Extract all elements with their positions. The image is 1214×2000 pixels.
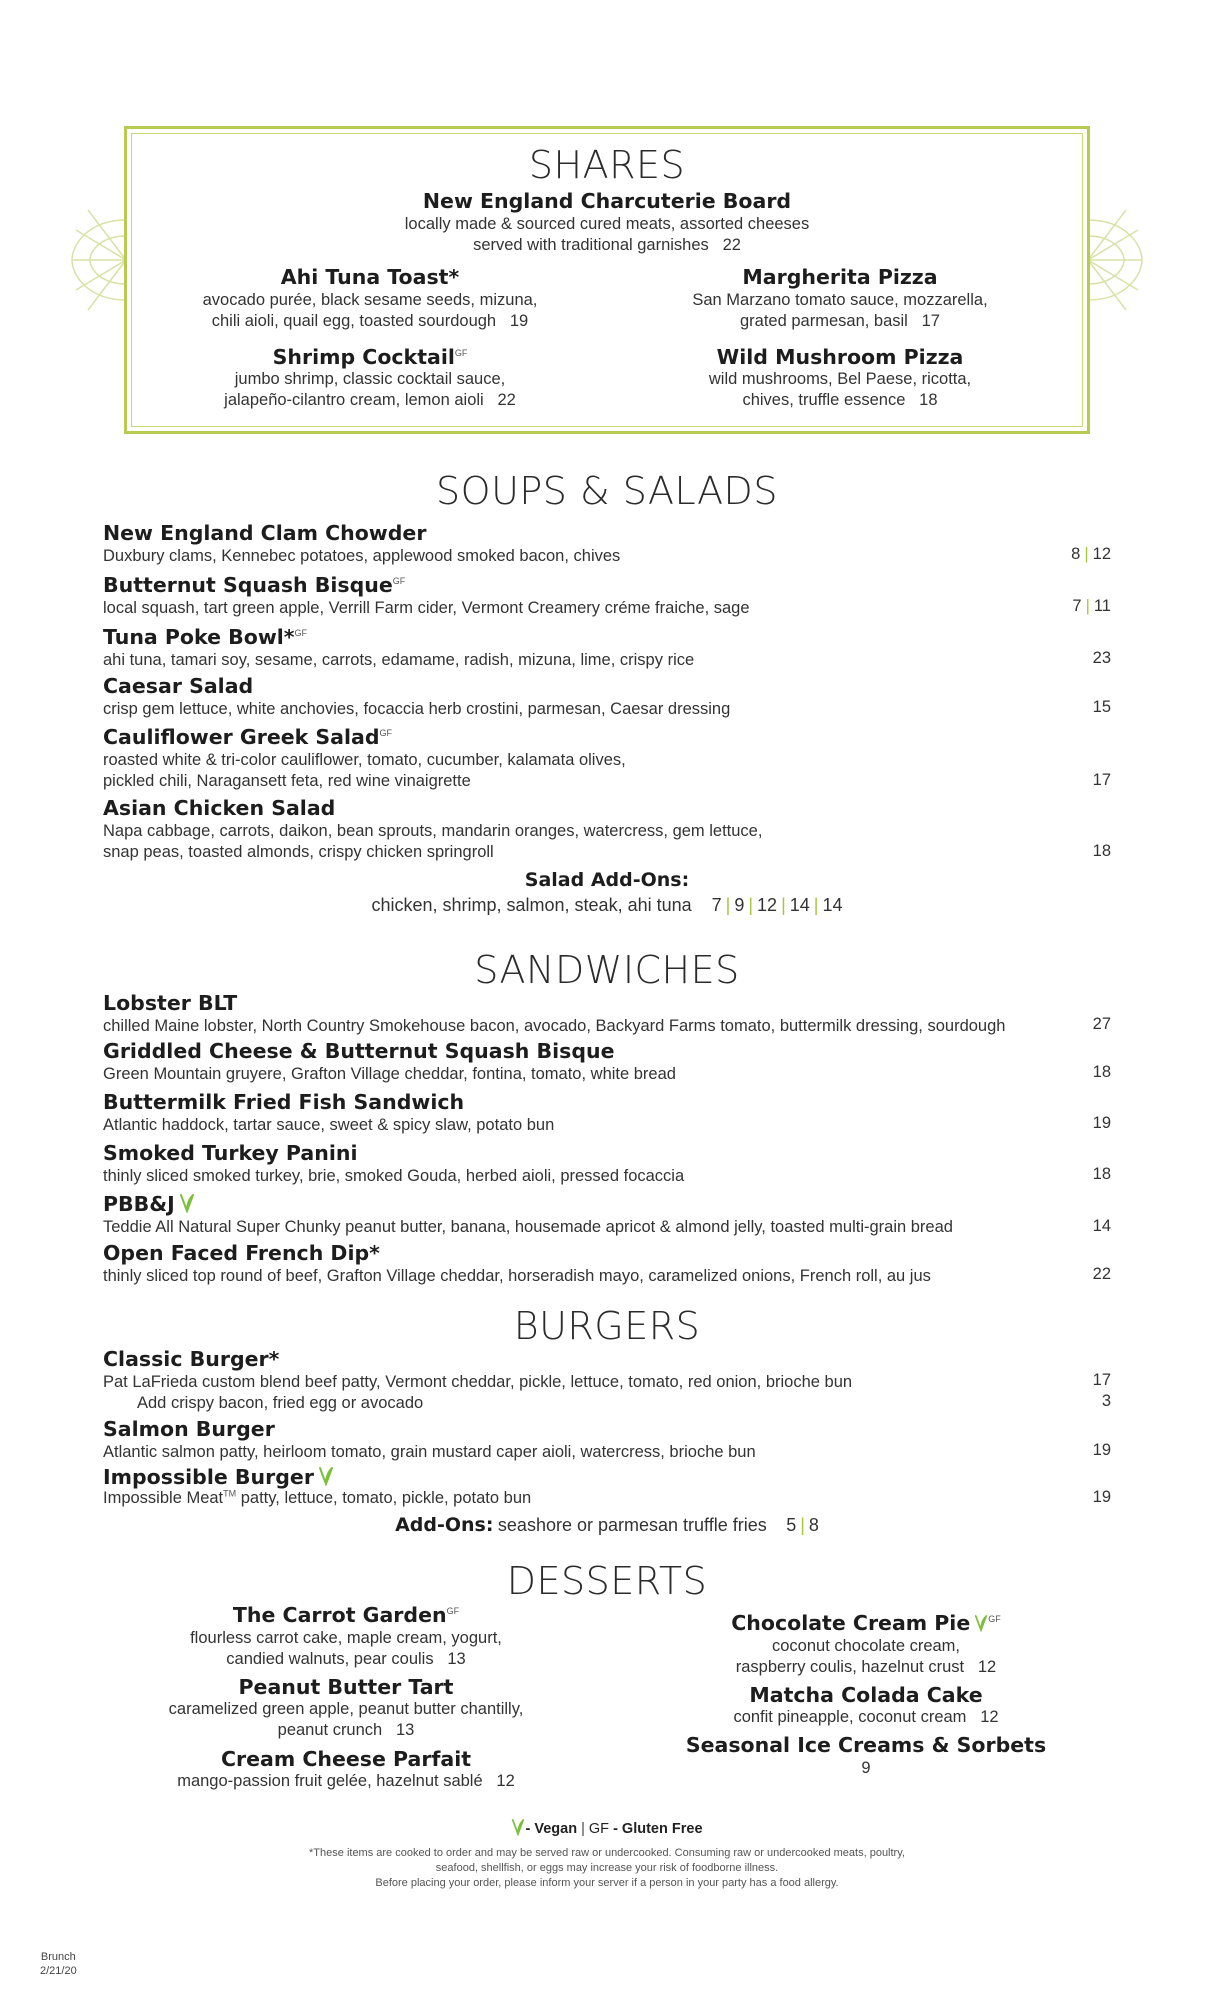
- item-desc: chili aioli, quail egg, toasted sourdough: [211, 311, 497, 330]
- legend-vegan: - Vegan: [525, 1821, 578, 1837]
- item-price-large: 12: [1092, 545, 1111, 563]
- soups-salads-title: SOUPS & SALADS: [436, 469, 778, 513]
- item-price: 18: [919, 391, 938, 410]
- gf-badge: GF: [454, 347, 468, 358]
- menu-item: [640, 346, 1040, 412]
- item-desc: local squash, tart green apple, Verrill Farm cider, Vermont Creamery créme fraiche, sage: [103, 598, 750, 617]
- item-desc: ahi tuna, tamari soy, sesame, carrots, edamame, radish, mizuna, lime, crispy rice: [103, 650, 695, 669]
- item-desc: snap peas, toasted almonds, crispy chicken springroll: [103, 842, 494, 861]
- item-price: 12: [980, 1708, 999, 1727]
- menu-item: [666, 1734, 1066, 1779]
- item-desc: jalapeño-cilantro cream, lemon aioli: [224, 391, 484, 410]
- menu-item: [666, 1612, 1066, 1678]
- addon-price: 5: [786, 1515, 797, 1535]
- item-price: 17: [921, 311, 940, 330]
- legend-gf: - Gluten Free: [613, 1821, 703, 1837]
- addon-price: 8: [808, 1515, 819, 1535]
- addons-title: Salad Add-Ons:: [524, 869, 690, 891]
- menu-item: [103, 1142, 1111, 1187]
- trademark: TM: [223, 1488, 237, 1499]
- menu-item: [103, 1091, 1111, 1136]
- item-desc: grated parmesan, basil: [740, 311, 908, 330]
- salad-addons: Salad Add-Ons: chicken, shrimp, salmon, steak, ahi tuna 7 | 9 | 12 | 14 | 14: [0, 870, 1214, 917]
- addons-text: seashore or parmesan truffle fries: [497, 1515, 767, 1535]
- addon-price: 12: [757, 894, 778, 915]
- item-price: 13: [395, 1721, 415, 1740]
- menu-item: [103, 1348, 1111, 1414]
- shares-title: SHARES: [528, 143, 686, 187]
- gf-badge: GF: [988, 1614, 1001, 1625]
- item-desc: Duxbury clams, Kennebec potatoes, applewood smoked bacon, chives: [103, 546, 621, 565]
- item-desc: Teddie All Natural Super Chunky peanut butter, banana, housemade apricot & almond jelly, toasted multi-grain bread: [103, 1217, 953, 1236]
- item-desc: Green Mountain gruyere, Grafton Village cheddar, fontina, tomato, white bread: [103, 1064, 676, 1083]
- item-price: 18: [1092, 842, 1111, 860]
- item-desc: Impossible Meat: [103, 1488, 224, 1507]
- item-name: Caesar Salad: [103, 674, 254, 698]
- desserts-title: DESSERTS: [506, 1559, 708, 1603]
- item-desc: thinly sliced top round of beef, Grafton Village cheddar, horseradish mayo, caramelized onions, French roll, au jus: [103, 1266, 931, 1285]
- item-price: 17: [1092, 771, 1111, 789]
- item-price: 22: [722, 235, 741, 254]
- menu-item: [666, 1684, 1066, 1729]
- addons-text: chicken, shrimp, salmon, steak, ahi tuna: [371, 894, 692, 915]
- item-name: Tuna Poke Bowl*: [103, 625, 295, 649]
- item-name: Buttermilk Fried Fish Sandwich: [103, 1090, 465, 1114]
- item-name: Shrimp Cocktail: [272, 344, 455, 369]
- menu-item: [103, 1242, 1111, 1287]
- gf-badge: GF: [294, 628, 308, 639]
- item-name: Griddled Cheese & Butternut Squash Bisque: [103, 1039, 615, 1063]
- menu-item: [103, 675, 1111, 720]
- disclaimer-line: Before placing your order, please inform your server if a person in your party has a food allergy.: [375, 1876, 839, 1889]
- item-desc: candied walnuts, pear coulis: [226, 1649, 434, 1668]
- addons-title: Add-Ons:: [395, 1514, 494, 1536]
- disclaimer-line: seafood, shellfish, or eggs may increase your risk of foodborne illness.: [435, 1861, 779, 1874]
- addon-price: 9: [734, 894, 745, 915]
- item-name: Asian Chicken Salad: [103, 796, 336, 820]
- item-desc: Atlantic salmon patty, heirloom tomato, grain mustard caper aioli, watercress, brioche bun: [103, 1442, 756, 1461]
- menu-item: [640, 266, 1040, 332]
- item-desc: coconut chocolate cream,: [771, 1636, 961, 1655]
- item-name: Lobster BLT: [103, 991, 238, 1015]
- item-desc: mango-passion fruit gelée, hazelnut sablé: [177, 1772, 483, 1791]
- item-name: New England Charcuterie Board: [422, 189, 792, 213]
- item-name: Margherita Pizza: [742, 265, 938, 289]
- item-name: The Carrot Garden: [232, 1603, 447, 1627]
- item-price: 18: [1092, 1063, 1111, 1081]
- shares-left-column: [170, 266, 570, 412]
- shares-right-column: [640, 266, 1040, 412]
- item-name: Ahi Tuna Toast*: [280, 265, 460, 289]
- item-price: 8: [1071, 545, 1081, 563]
- item-price: 22: [497, 391, 516, 410]
- item-desc: Pat LaFrieda custom blend beef patty, Vermont cheddar, pickle, lettuce, tomato, red onion, brioche bun: [103, 1372, 853, 1391]
- item-price: 19: [509, 311, 529, 330]
- item-price: 23: [1092, 649, 1111, 667]
- item-price: 22: [1092, 1265, 1111, 1283]
- item-desc: peanut crunch: [277, 1721, 383, 1740]
- gf-badge: GF: [392, 576, 406, 587]
- item-name: Salmon Burger: [103, 1417, 275, 1441]
- item-desc: patty, lettuce, tomato, pickle, potato bun: [236, 1488, 532, 1507]
- footer-note: [40, 1950, 77, 1979]
- item-desc: roasted white & tri-color cauliflower, tomato, cucumber, kalamata olives,: [103, 750, 626, 769]
- item-desc: Atlantic haddock, tartar sauce, sweet & spicy slaw, potato bun: [103, 1115, 555, 1134]
- disclaimer-line: *These items are cooked to order and may be served raw or undercooked. Consuming raw or undercooked meats, poultry,: [309, 1847, 905, 1859]
- desserts-right-column: [666, 1612, 1066, 1779]
- vegan-leaf-icon: [318, 1466, 334, 1486]
- gf-badge: GF: [446, 1606, 460, 1617]
- burgers-title: BURGERS: [513, 1304, 701, 1348]
- sandwiches-title: SANDWICHES: [474, 948, 740, 992]
- item-name: PBB&J: [103, 1192, 175, 1216]
- item-name: New England Clam Chowder: [103, 521, 427, 545]
- item-name: Chocolate Cream Pie: [731, 1611, 971, 1635]
- item-price: 19: [1092, 1441, 1111, 1459]
- addon-price: 14: [822, 894, 843, 915]
- menu-item: New England Clam Chowder Duxbury clams, Kennebec potatoes, applewood smoked bacon, chives 8 | 12: [103, 522, 1111, 567]
- addon-price: 7: [711, 894, 722, 915]
- vegan-leaf-icon: [511, 1818, 525, 1836]
- item-name: Classic Burger*: [103, 1347, 280, 1371]
- item-price: 15: [1092, 698, 1111, 716]
- item-price: 19: [1092, 1114, 1111, 1132]
- menu-item: [146, 1604, 546, 1670]
- item-name: Open Faced French Dip*: [103, 1241, 380, 1265]
- item-price: 9: [861, 1759, 871, 1778]
- item-price: 13: [447, 1649, 466, 1668]
- item-name: Smoked Turkey Panini: [103, 1141, 358, 1165]
- menu-item: [103, 1193, 1111, 1238]
- menu-item: [170, 266, 570, 332]
- item-desc: caramelized green apple, peanut butter chantilly,: [168, 1700, 524, 1719]
- menu-item: [103, 1466, 1111, 1509]
- item-desc: raspberry coulis, hazelnut crust: [735, 1657, 965, 1676]
- item-desc: San Marzano tomato sauce, mozzarella,: [692, 290, 988, 309]
- vegan-leaf-icon: [179, 1193, 195, 1213]
- item-desc: chives, truffle essence: [742, 391, 906, 410]
- item-name: Cream Cheese Parfait: [220, 1746, 472, 1771]
- item-desc: confit pineapple, coconut cream: [733, 1708, 967, 1727]
- item-name: Impossible Burger: [103, 1465, 314, 1489]
- item-desc: pickled chili, Naragansett feta, red wine vinaigrette: [103, 771, 471, 790]
- menu-item: [103, 992, 1111, 1037]
- item-name: Seasonal Ice Creams & Sorbets: [685, 1733, 1047, 1758]
- menu-item: [103, 1418, 1111, 1463]
- item-price: 19: [1092, 1488, 1111, 1506]
- item-desc: Napa cabbage, carrots, daikon, bean sprouts, mandarin oranges, watercress, gem lettuce,: [103, 821, 763, 840]
- item-price: 7: [1072, 597, 1082, 615]
- menu-item: [146, 1676, 546, 1742]
- menu-item: Butternut Squash Bisque$^{GF}$ local squash, tart green apple, Verrill Farm cider, Vermont Creamery créme fraiche, sage 7 | 11: [103, 574, 1111, 619]
- menu-item: [103, 726, 1111, 792]
- item-price: 12: [496, 1772, 515, 1791]
- item-name: Wild Mushroom Pizza: [716, 344, 964, 369]
- item-desc: flourless carrot cake, maple cream, yogurt,: [190, 1628, 502, 1647]
- item-price: 18: [1092, 1165, 1111, 1183]
- item-name: Peanut Butter Tart: [238, 1674, 454, 1699]
- item-price: 12: [977, 1657, 997, 1676]
- burger-addons: Add-Ons: seashore or parmesan truffle fries 5 | 8: [395, 1514, 819, 1536]
- addon-price: 14: [789, 894, 810, 915]
- item-desc: locally made & sourced cured meats, assorted cheeses: [404, 214, 810, 233]
- item-desc: crisp gem lettuce, white anchovies, focaccia herb crostini, parmesan, Caesar dressing: [103, 699, 731, 718]
- desserts-left-column: [146, 1604, 546, 1792]
- item-name: Cauliflower Greek Salad: [103, 725, 380, 749]
- menu-item: [103, 1040, 1111, 1085]
- menu-item: [103, 797, 1111, 863]
- item-desc: wild mushrooms, Bel Paese, ricotta,: [708, 370, 972, 389]
- item-desc: avocado purée, black sesame seeds, mizuna,: [202, 290, 538, 309]
- item-desc: chilled Maine lobster, North Country Smokehouse bacon, avocado, Backyard Farms tomato, buttermilk dressing, sourdough: [103, 1016, 1006, 1035]
- item-name: Matcha Colada Cake: [749, 1682, 983, 1707]
- legend-gf-abbr: GF: [588, 1821, 610, 1837]
- legend: [0, 1818, 1214, 1837]
- disclaimer: [0, 1846, 1214, 1891]
- item-price: 14: [1092, 1217, 1111, 1235]
- vegan-leaf-icon: [974, 1614, 988, 1632]
- item-extra: Add crispy bacon, fried egg or avocado: [137, 1393, 424, 1412]
- menu-item: [146, 1748, 546, 1793]
- item-price: 27: [1092, 1015, 1111, 1033]
- gf-badge: GF: [379, 728, 393, 739]
- menu-type: Brunch: [40, 1951, 76, 1963]
- item-name: Butternut Squash Bisque: [103, 573, 393, 597]
- item-desc: jumbo shrimp, classic cocktail sauce,: [234, 370, 506, 389]
- item-desc: served with traditional garnishes: [473, 235, 709, 254]
- menu-item: [103, 626, 1111, 671]
- item-desc: thinly sliced smoked turkey, brie, smoked Gouda, herbed aioli, pressed focaccia: [103, 1166, 685, 1185]
- menu-item: [170, 346, 570, 412]
- item-price-large: 11: [1093, 597, 1111, 615]
- item-extra-price: 3: [1101, 1392, 1111, 1410]
- menu-date: 2/21/20: [40, 1965, 77, 1978]
- item-price: 17: [1092, 1371, 1111, 1389]
- menu-item-featured: [0, 190, 1214, 256]
- legend-separator: |: [581, 1821, 585, 1837]
